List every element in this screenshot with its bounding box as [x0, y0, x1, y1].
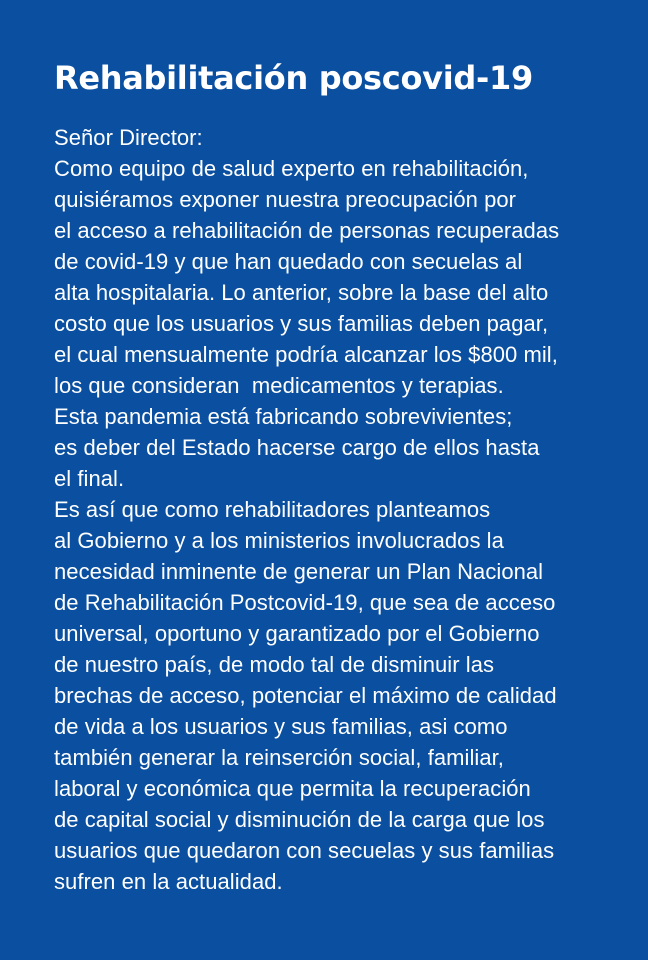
letter-line: al Gobierno y a los ministerios involucrados la: [54, 528, 504, 553]
letter-line: los que consideran medicamentos y terapias.: [54, 373, 504, 398]
letter-line: de vida a los usuarios y sus familias, asi como: [54, 714, 508, 739]
letter-line: sufren en la actualidad.: [54, 869, 283, 894]
letter-line: también generar la reinserción social, familiar,: [54, 745, 504, 770]
letter-line: Como equipo de salud experto en rehabilitación,: [54, 156, 529, 181]
letter-line: universal, oportuno y garantizado por el Gobierno: [54, 621, 540, 646]
letter-line: el final.: [54, 466, 125, 491]
letter-line: Señor Director:: [54, 125, 203, 150]
letter-line: alta hospitalaria. Lo anterior, sobre la base del alto: [54, 280, 549, 305]
letter-line: brechas de acceso, potenciar el máximo de calidad: [54, 683, 557, 708]
letter-line: el cual mensualmente podría alcanzar los $800 mil,: [54, 342, 558, 367]
letter-line: de nuestro país, de modo tal de disminuir las: [54, 652, 495, 677]
letter-line: usuarios que quedaron con secuelas y sus familias: [54, 838, 555, 863]
letter-line: costo que los usuarios y sus familias deben pagar,: [54, 311, 549, 336]
letter-line: de Rehabilitación Postcovid-19, que sea de acceso: [54, 590, 556, 615]
letter-line: Esta pandemia está fabricando sobrevivientes;: [54, 404, 513, 429]
letter-line: necesidad inminente de generar un Plan Nacional: [54, 559, 544, 584]
page-title: Rehabilitación poscovid-19: [54, 59, 533, 97]
letter-line: de covid-19 y que han quedado con secuelas al: [54, 249, 523, 274]
letter-line: de capital social y disminución de la carga que los: [54, 807, 545, 832]
letter-line: laboral y económica que permita la recuperación: [54, 776, 531, 801]
letter-line: Es así que como rehabilitadores planteamos: [54, 497, 491, 522]
letter-body: [54, 122, 608, 897]
letter-line: quisiéramos exponer nuestra preocupación por: [54, 187, 517, 212]
letter-line: el acceso a rehabilitación de personas recuperadas: [54, 218, 560, 243]
letter-line: es deber del Estado hacerse cargo de ellos hasta: [54, 435, 540, 460]
